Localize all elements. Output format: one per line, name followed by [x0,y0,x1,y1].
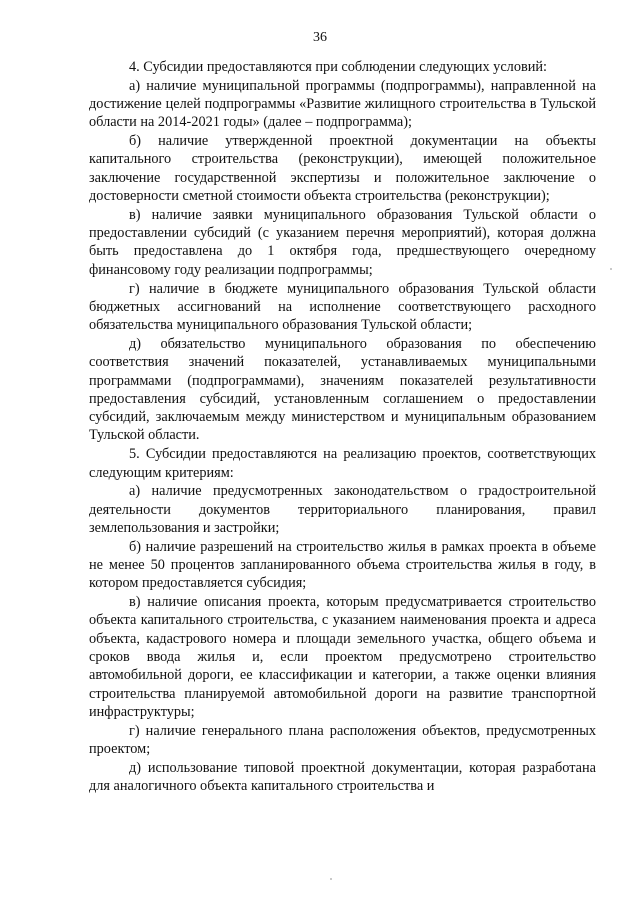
scan-speck [610,268,612,270]
condition-g: г) наличие в бюджете муниципального образования Тульской области бюджетных ассигнований на исполнение соответствующего расходного обязательства муниципального образования Тульской области; [89,280,596,334]
criterion-v: в) наличие описания проекта, которым предусматривается строительство объекта капитального строительства, с указанием наименования проекта и адреса объекта, кадастрового номера и площади земельного участка, общего объема и сроков ввода жилья и, если проектом предусмотрено строительство автомобильной дороги, ее классификации и категории, а также оценки влияния строительства планируемой автомобильной дороги на развитие транспортной инфраструктуры; [89,594,596,720]
criterion-b: б) наличие разрешений на строительство жилья в рамках проекта в объеме не менее 50 процентов запланированного объема строительства жилья в году, в котором предоставляется субсидия; [89,538,596,592]
condition-d: д) обязательство муниципального образования по обеспечению соответствия значений показателей, устанавливаемых муниципальными программами (подпрограммами), значениям показателей результативности предоставления субсидий, установленным соглашением о предоставлении субсидий, заключаемым между министерством и муниципальным образованием Тульской области. [89,335,596,444]
criterion-a: а) наличие предусмотренных законодательством о градостроительной деятельности документов территориального планирования, правил землепользования и застройки; [89,483,596,536]
criterion-d: д) использование типовой проектной документации, которая разработана для аналогичного объекта капитального строительства и [89,759,596,795]
condition-a: а) наличие муниципальной программы (подпрограммы), направленной на достижение целей подпрограммы «Развитие жилищного строительства в Тульской области на 2014-2021 годы» (далее – подпрограмма); [89,77,596,131]
section-5-intro: 5. Субсидии предоставляются на реализацию проектов, соответствующих следующим критериям: [89,446,596,481]
condition-v: в) наличие заявки муниципального образования Тульской области о предоставлении субсидий (с указанием перечня мероприятий), которая должна быть предоставлена до 1 октября года, предшествующего очередному финансовому году реализации подпрограммы; [89,206,596,278]
condition-b: б) наличие утвержденной проектной документации на объекты капитального строительства (реконструкции), имеющей положительное заключение государственной экспертизы и положительное заключение о достоверности сметной стоимости объекта строительства (реконструкции); [89,133,596,205]
scan-speck [330,878,332,880]
document-body [89,58,596,796]
criterion-g: г) наличие генерального плана расположения объектов, предусмотренных проектом; [89,722,596,757]
section-4-intro: 4. Субсидии предоставляются при соблюдении следующих условий: [129,59,547,75]
page-number: 36 [313,30,327,45]
